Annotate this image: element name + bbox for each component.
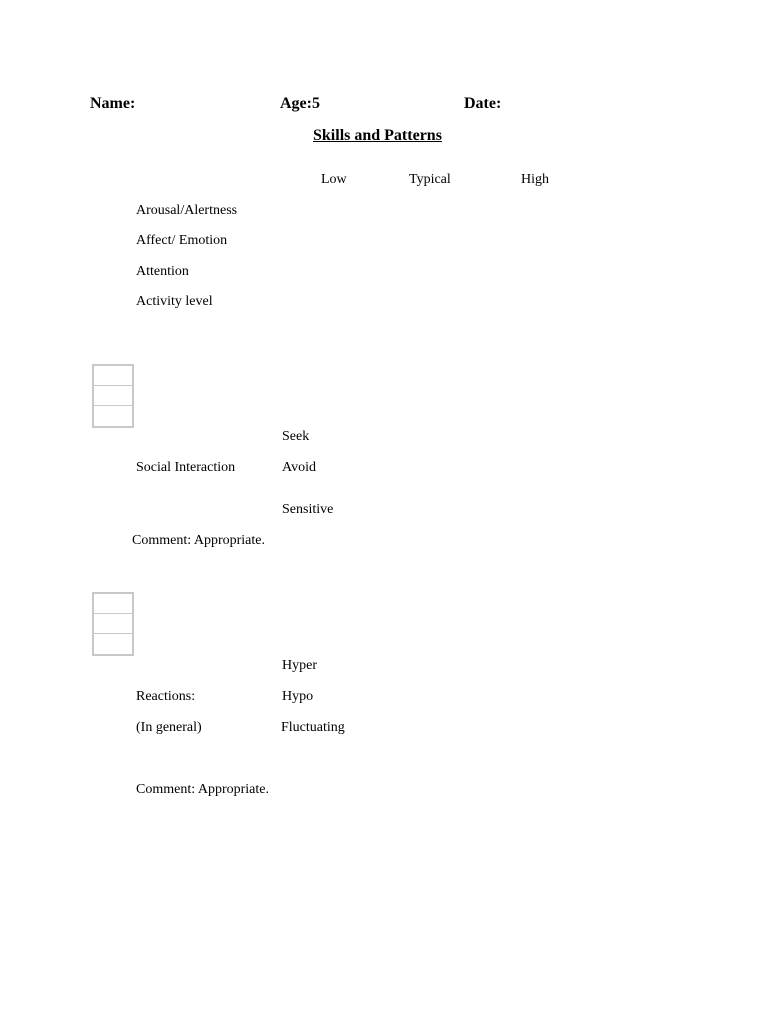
reactions-option-fluctuating: Fluctuating — [281, 720, 345, 735]
skill-attention: Attention — [136, 264, 189, 279]
social-interaction-checkbox-group — [92, 364, 134, 428]
date-label: Date: — [464, 95, 502, 112]
social-comment: Comment: Appropriate. — [132, 533, 265, 548]
checkbox-fluctuating[interactable] — [94, 634, 132, 654]
reactions-label: Reactions: — [136, 689, 196, 704]
reactions-option-hyper: Hyper — [282, 658, 317, 673]
checkbox-avoid[interactable] — [94, 386, 132, 406]
reactions-sublabel: (In general) — [136, 720, 202, 735]
checkbox-seek[interactable] — [94, 366, 132, 386]
age-label: Age:5 — [280, 95, 320, 112]
skill-activity-level: Activity level — [136, 294, 213, 309]
social-option-sensitive: Sensitive — [282, 502, 334, 517]
checkbox-hyper[interactable] — [94, 594, 132, 614]
checkbox-sensitive[interactable] — [94, 406, 132, 426]
social-option-avoid: Avoid — [282, 460, 316, 475]
reactions-option-hypo: Hypo — [282, 689, 314, 704]
skill-affect-emotion: Affect/ Emotion — [136, 233, 228, 248]
reactions-checkbox-group — [92, 592, 134, 656]
scale-low-label: Low — [321, 172, 347, 187]
social-option-seek: Seek — [282, 429, 310, 444]
scale-typical-label: Typical — [409, 172, 451, 187]
checkbox-hypo[interactable] — [94, 614, 132, 634]
scale-high-label: High — [521, 172, 549, 187]
skill-arousal-alertness: Arousal/Alertness — [136, 203, 238, 218]
name-label: Name: — [90, 95, 136, 112]
page-title: Skills and Patterns — [313, 127, 442, 144]
social-interaction-label: Social Interaction — [136, 460, 236, 475]
reactions-comment: Comment: Appropriate. — [136, 782, 269, 797]
